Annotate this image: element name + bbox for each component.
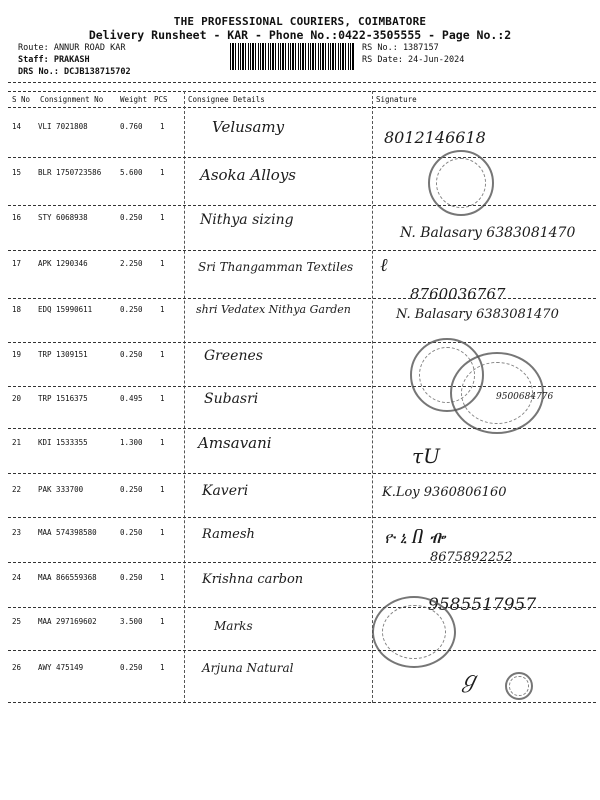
signature-phone: 8012146618 <box>384 128 486 147</box>
signature-phone: N. Balasary 6383081470 <box>400 225 576 241</box>
table-bottom-divider <box>8 702 596 703</box>
row-pcs: 1 <box>160 438 165 447</box>
row-weight: 3.500 <box>120 617 143 626</box>
row-consignment: MAA 297169602 <box>38 617 97 626</box>
row-sno: 25 <box>12 617 22 626</box>
consignee-name: Krishna carbon <box>202 572 304 587</box>
consignee-name: Arjuna Natural <box>202 661 294 675</box>
row-consignment: APK 1290346 <box>38 259 88 268</box>
row-weight: 0.250 <box>120 213 143 222</box>
company-stamp <box>428 150 494 216</box>
row-divider <box>8 607 596 608</box>
signature-mark: τU <box>412 444 440 468</box>
row-pcs: 1 <box>160 213 165 222</box>
rs-number: RS No.: 1387157 <box>362 43 439 53</box>
engineering-stamp <box>372 596 456 668</box>
row-sno: 26 <box>12 663 22 672</box>
row-divider <box>8 517 596 518</box>
signature-mark: ℊ <box>458 668 481 693</box>
row-pcs: 1 <box>160 394 165 403</box>
row-divider <box>8 562 596 563</box>
consignee-name: Kaveri <box>202 483 249 499</box>
row-pcs: 1 <box>160 528 165 537</box>
row-weight: 5.600 <box>120 168 143 177</box>
signature-phone: 8675892252 <box>430 550 513 565</box>
row-pcs: 1 <box>160 168 165 177</box>
route-label: Route: ANNUR ROAD KAR <box>18 43 126 53</box>
small-stamp <box>505 672 533 700</box>
signature-mark: ዮ ኒ Ⴖ ᎇ <box>384 528 446 547</box>
col-consignment: Consignment No <box>40 95 104 104</box>
row-weight: 0.250 <box>120 663 143 672</box>
row-pcs: 1 <box>160 617 165 626</box>
row-sno: 17 <box>12 259 22 268</box>
row-consignment: AWY 475149 <box>38 663 84 672</box>
runsheet-title: Delivery Runsheet - KAR - Phone No.:0422-3505555 - Page No.:2 <box>88 28 512 42</box>
row-sno: 18 <box>12 305 22 314</box>
row-pcs: 1 <box>160 350 165 359</box>
row-sno: 24 <box>12 573 22 582</box>
consignee-name: Nithya sizing <box>200 212 294 228</box>
row-sno: 19 <box>12 350 22 359</box>
consignee-column-separator <box>184 91 185 703</box>
row-weight: 0.250 <box>120 573 143 582</box>
consignee-name: Amsavani <box>198 434 272 452</box>
row-sno: 20 <box>12 394 22 403</box>
row-sno: 22 <box>12 485 22 494</box>
consignee-name: shri Vedatex Nithya Garden <box>196 303 351 316</box>
consignee-name: Velusamy <box>212 118 285 136</box>
row-consignment: MAA 574398580 <box>38 528 97 537</box>
row-divider <box>8 342 596 343</box>
signature-mark: ℓ <box>380 255 388 276</box>
col-pcs: PCS <box>154 95 168 104</box>
barcode <box>230 43 355 70</box>
row-weight: 0.250 <box>120 528 143 537</box>
company-title: THE PROFESSIONAL COURIERS, COIMBATORE <box>173 15 427 28</box>
row-consignment: TRP 1309151 <box>38 350 88 359</box>
row-weight: 2.250 <box>120 259 143 268</box>
consignee-name: Greenes <box>204 348 263 364</box>
row-pcs: 1 <box>160 485 165 494</box>
row-divider <box>8 205 596 206</box>
col-sno: S No <box>12 95 31 104</box>
row-weight: 0.495 <box>120 394 143 403</box>
column-header-divider <box>8 107 596 108</box>
consignee-name: Sri Thangamman Textiles <box>198 260 354 274</box>
row-weight: 1.300 <box>120 438 143 447</box>
rs-date: RS Date: 24-Jun-2024 <box>362 55 465 65</box>
row-sno: 16 <box>12 213 22 222</box>
row-consignment: STY 6068938 <box>38 213 88 222</box>
row-divider <box>8 428 596 429</box>
row-pcs: 1 <box>160 305 165 314</box>
row-consignment: EDQ 15990611 <box>38 305 93 314</box>
row-divider <box>8 650 596 651</box>
staff-label: Staff: PRAKASH <box>18 55 90 65</box>
row-weight: 0.250 <box>120 350 143 359</box>
row-consignment: KDI 1533355 <box>38 438 88 447</box>
row-divider <box>8 473 596 474</box>
row-weight: 0.250 <box>120 305 143 314</box>
row-weight: 0.760 <box>120 122 143 131</box>
signature-phone: 9585517957 <box>428 595 537 615</box>
row-sno: 21 <box>12 438 22 447</box>
row-consignment: TRP 1516375 <box>38 394 88 403</box>
row-divider <box>8 298 596 299</box>
row-consignment: MAA 866559368 <box>38 573 97 582</box>
signature-phone: 9500684776 <box>496 392 554 402</box>
row-sno: 23 <box>12 528 22 537</box>
row-sno: 14 <box>12 122 22 131</box>
consignee-name: Ramesh <box>202 527 255 542</box>
row-consignment: PAK 333700 <box>38 485 84 494</box>
row-weight: 0.250 <box>120 485 143 494</box>
col-signature: Signature <box>376 95 417 104</box>
row-consignment: BLR 1750723586 <box>38 168 102 177</box>
row-sno: 15 <box>12 168 22 177</box>
header-divider-mid <box>8 91 596 92</box>
row-pcs: 1 <box>160 573 165 582</box>
row-divider <box>8 386 596 387</box>
row-pcs: 1 <box>160 259 165 268</box>
signature-column-separator <box>372 91 373 703</box>
signature-phone: N. Balasary 6383081470 <box>396 307 559 322</box>
header-divider-top <box>8 82 596 83</box>
signature-phone: K.Loy 9360806160 <box>382 485 507 500</box>
row-pcs: 1 <box>160 663 165 672</box>
col-consignee: Consignee Details <box>188 95 265 104</box>
consignee-name: Subasri <box>204 391 259 407</box>
row-divider <box>8 157 596 158</box>
consignee-name: Marks <box>214 619 253 633</box>
row-divider <box>8 250 596 251</box>
drs-number: DRS No.: DCJB138715702 <box>18 67 131 77</box>
consignee-name: Asoka Alloys <box>200 166 296 184</box>
row-pcs: 1 <box>160 122 165 131</box>
col-weight: Weight <box>120 95 148 104</box>
row-consignment: VLI 7021808 <box>38 122 88 131</box>
signature-phone: 8760036767 <box>410 285 506 303</box>
